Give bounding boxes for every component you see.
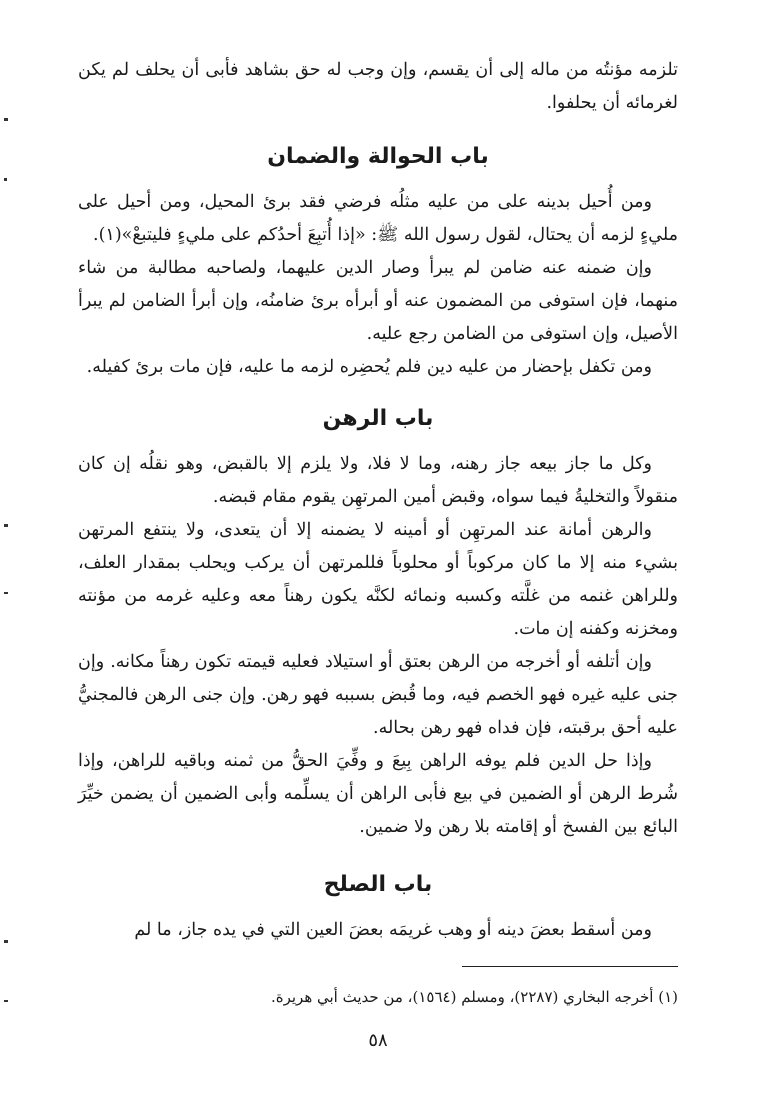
- scan-mark: [4, 592, 8, 594]
- section-heading-sulh: باب الصلح: [323, 872, 433, 897]
- footnote: (١) أخرجه البخاري (٢٢٨٧)، ومسلم (١٥٦٤)، من حديث أبي هريرة.: [270, 988, 678, 1006]
- section-heading-rahn: باب الرهن: [322, 406, 434, 431]
- paragraph: ومن تكفل بإحضار من عليه دين فلم يُحضِره لزمه ما عليه، فإن مات برئ كفيله.: [86, 357, 652, 377]
- page-number: ٥٨: [368, 1030, 388, 1051]
- section-body-hawala: [78, 186, 678, 384]
- paragraph: وإن أتلفه أو أخرجه من الرهن بعتق أو استيلاد فعليه قيمته تكون رهناً مكانه. وإن جنى عليه غيره فهو الخصم فيه، وما قُبض بسببه فهو رهن. وإن جنى الرهن فالمجنيُّ عليه أحق برقبته، فإن فداه فهو رهن بحاله.: [78, 652, 678, 738]
- footnote-separator: [462, 966, 678, 967]
- paragraph: ومن أسقط بعضَ دينه أو وهب غريمَه بعضَ العين التي في يده جاز، ما لم: [134, 920, 652, 940]
- paragraph: وإن ضمنه عنه ضامن لم يبرأ وصار الدين عليهما، ولصاحبه مطالبة من شاء منهما، فإن استوفى من المضمون عنه أو أبرأه برئ ضامنُه، وإن أبرأ الضامن لم يبرأ الأصيل، وإن استوفى من الضامن رجع عليه.: [78, 258, 678, 344]
- paragraph: وكل ما جاز بيعه جاز رهنه، وما لا فلا، ولا يلزم إلا بالقبض، وهو نقلُه إن كان منقولاً والتخليةُ فيما سواه، وقبض أمين المرتهِن يقوم مقام قبضه.: [78, 454, 678, 507]
- paragraph: وإذا حل الدين فلم يوفه الراهن بِيعَ و وفِّيَ الحقُّ من ثمنه وباقيه للراهن، وإذا شُرط الرهن أو الضمين في بيع فأبى الراهن أن يسلِّمه وأبى الضمين أن يضمن خيِّرَ البائع بين الفسخ أو إقامته بلا رهن ولا ضمين.: [78, 751, 678, 837]
- scan-mark: [4, 178, 7, 181]
- paragraph: تلزمه مؤنتُه من ماله إلى أن يقسم، وإن وجب له حق بشاهد فأبى أن يحلف لم يكن لغرمائه أن يحلفوا.: [78, 60, 678, 113]
- section-body-rahn: [78, 448, 678, 844]
- scan-mark: [4, 940, 8, 943]
- scan-mark: [4, 1000, 8, 1002]
- paragraph: والرهن أمانة عند المرتهِن أو أمينه لا يضمنه إلا أن يتعدى، ولا ينتفع المرتهن بشيء منه إلا ما كان مركوباً أو محلوباً فللمرتهن أن يركب ويحلب بمقدار العلف، وللراهن غنمه من غلَّته وكسبه ونمائه لكنَّه يكون رهناً معه وعليه غرمه من مؤنته ومخزنه وكفنه إن مات.: [78, 520, 678, 639]
- section-body-sulh: [78, 914, 678, 947]
- section-heading-hawala: باب الحوالة والضمان: [267, 144, 489, 169]
- paragraph: ومن أُحيل بدينه على من عليه مثلُه فرضي فقد برئ المحيل، ومن أحيل على مليءٍ لزمه أن يحتال، لقول رسول الله ﷺ: «إذا أُتبِعَ أحدُكم على مليءٍ فليتبعْ»(١).: [78, 192, 678, 245]
- scan-mark: [4, 524, 8, 527]
- intro-text: [78, 54, 678, 120]
- scan-mark: [4, 118, 8, 121]
